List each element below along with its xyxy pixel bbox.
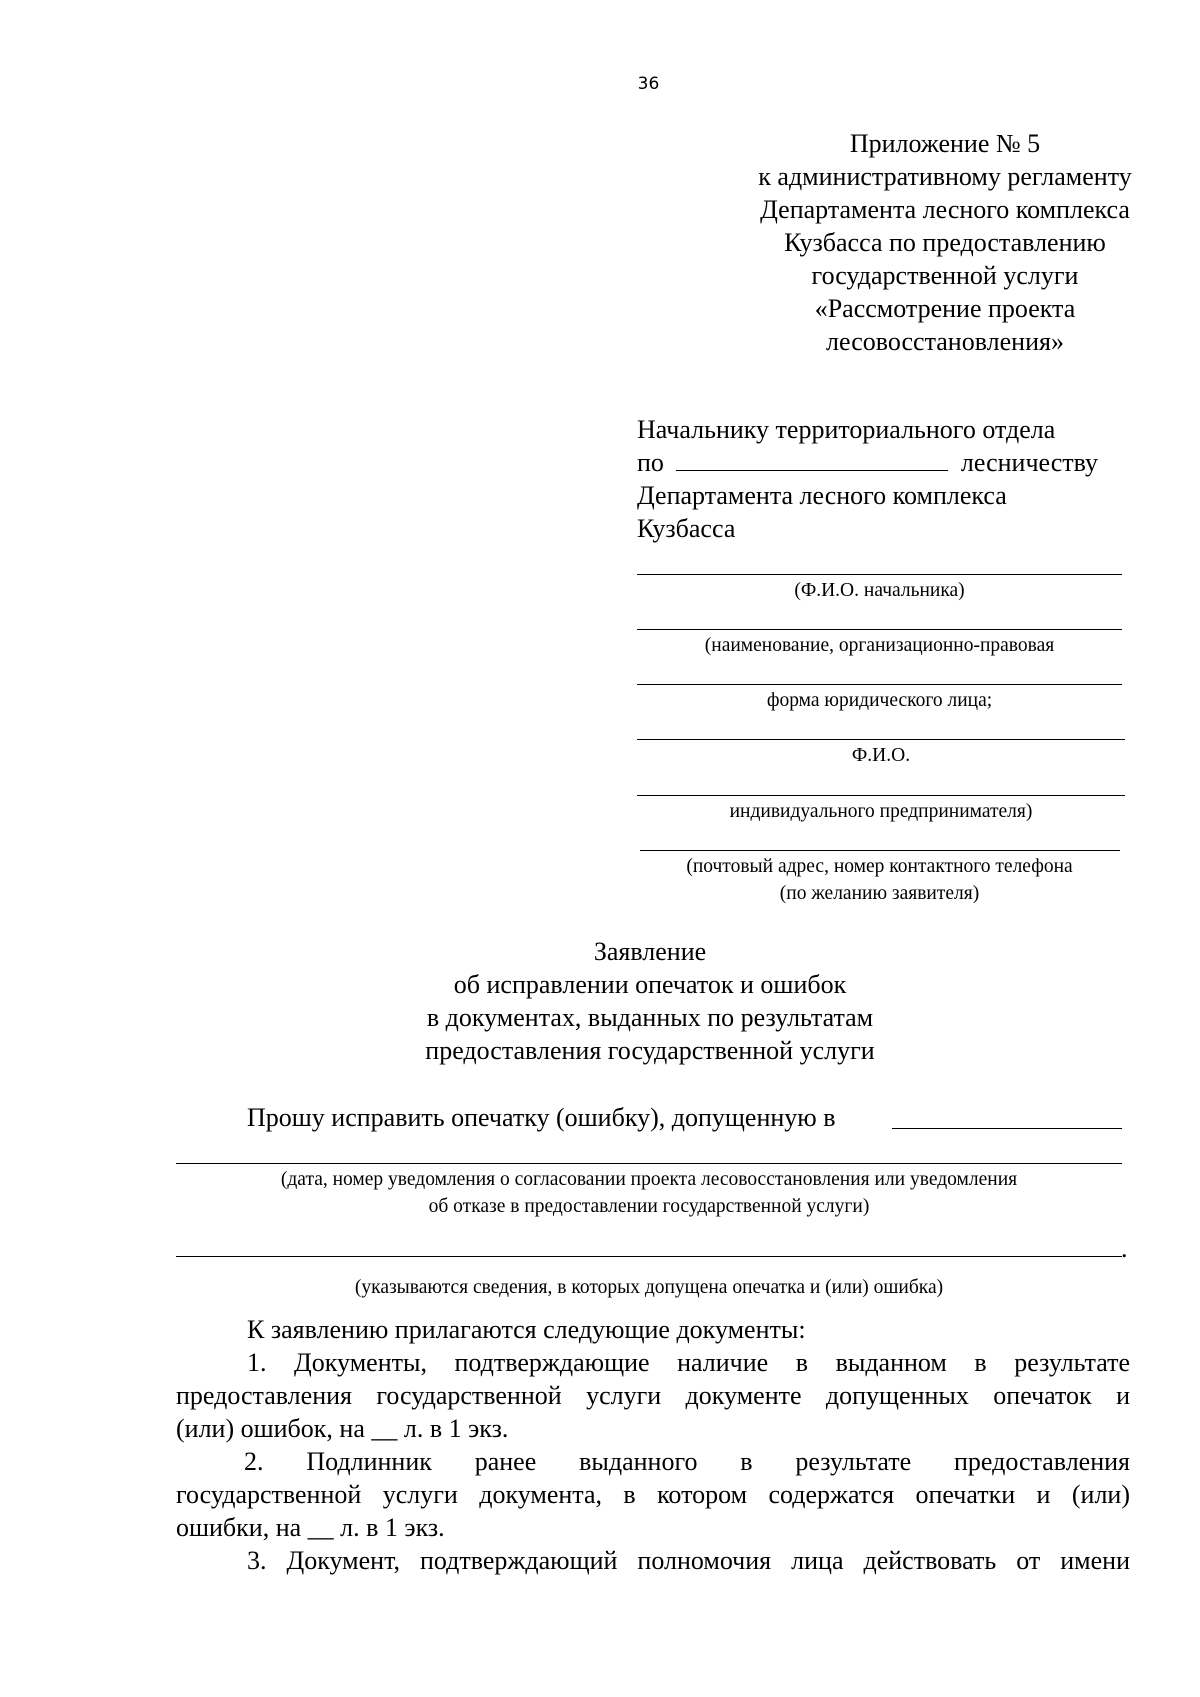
- attachment-item-2-line2: государственной услуги документа, в котором содержатся опечатки и (или): [176, 1480, 1130, 1509]
- period-mark: .: [1121, 1234, 1128, 1263]
- attachment-item-2-line3: ошибки, на __ л. в 1 экз.: [176, 1513, 445, 1542]
- addressee-line: Кузбасса: [637, 514, 736, 543]
- request-caption-line2: об отказе в предоставлении государственной услуги): [428, 1196, 870, 1217]
- request-caption-line1: (дата, номер уведомления о согласовании проекта лесовосстановления или уведомления: [280, 1169, 1018, 1190]
- document-title: [170, 935, 1130, 1067]
- attachment-item-1-line1: 1. Документы, подтверждающие наличие в выданном в результате: [247, 1348, 1130, 1377]
- appendix-header: [650, 127, 1200, 358]
- page-number: 36: [637, 74, 660, 94]
- attachment-item-2-line1: 2. Подлинник ранее выданного в результате предоставления: [244, 1447, 1130, 1476]
- addressee-line-forestry: [637, 446, 1122, 479]
- appendix-line: лесовосстановления»: [826, 327, 1064, 356]
- error-info-blank-field[interactable]: [176, 1256, 1122, 1257]
- request-text: Прошу исправить опечатку (ошибку), допущенную в: [247, 1103, 836, 1132]
- addressee-line: Департамента лесного комплекса: [637, 481, 1007, 510]
- entrepreneur-caption: индивидуального предпринимателя): [729, 801, 1033, 822]
- entrepreneur-blank-field[interactable]: [637, 795, 1125, 796]
- appendix-line: Департамента лесного комплекса: [760, 195, 1130, 224]
- attachment-item-1-line3: (или) ошибок, на __ л. в 1 экз.: [176, 1414, 509, 1443]
- appendix-line: «Рассмотрение проекта: [814, 294, 1076, 323]
- fio-caption: Ф.И.О.: [851, 745, 911, 766]
- title-line: предоставления государственной услуги: [425, 1036, 875, 1065]
- legal-form-blank-field[interactable]: [637, 684, 1122, 685]
- attachment-item-3-line1: 3. Документ, подтверждающий полномочия лица действовать от имени: [247, 1546, 1130, 1575]
- legal-form-caption: форма юридического лица;: [766, 690, 993, 711]
- optional-caption: (по желанию заявителя): [779, 883, 980, 904]
- error-info-caption: (указываются сведения, в которых допущена опечатка и (или) ошибка): [354, 1277, 944, 1298]
- attachment-item-1-line2: предоставления государственной услуги документе допущенных опечаток и: [176, 1381, 1130, 1410]
- appendix-line: к административному регламенту: [758, 162, 1132, 191]
- addressee-line: Начальнику территориального отдела: [637, 415, 1056, 444]
- fio-chief-caption: (Ф.И.О. начальника): [794, 580, 965, 601]
- addressee-prefix: по: [637, 448, 664, 477]
- appendix-line: государственной услуги: [811, 261, 1079, 290]
- title-line: об исправлении опечаток и ошибок: [453, 970, 847, 999]
- request-details-blank-field[interactable]: [176, 1163, 1122, 1164]
- forestry-blank-field[interactable]: [676, 448, 948, 471]
- fio-chief-blank-field[interactable]: [637, 574, 1122, 575]
- appendix-line: Кузбасса по предоставлению: [784, 228, 1106, 257]
- address-phone-caption: (почтовый адрес, номер контактного телефона: [686, 856, 1073, 877]
- addressee-block: [637, 413, 1122, 545]
- appendix-line: Приложение № 5: [849, 129, 1041, 158]
- org-name-caption: (наименование, организационно-правовая: [704, 635, 1055, 656]
- title-line: в документах, выданных по результатам: [426, 1003, 874, 1032]
- address-phone-blank-field[interactable]: [640, 850, 1120, 851]
- fio-blank-field[interactable]: [637, 739, 1125, 740]
- org-name-blank-field[interactable]: [637, 629, 1122, 630]
- attachments-intro: К заявлению прилагаются следующие документы:: [247, 1315, 806, 1344]
- title-line: Заявление: [593, 937, 707, 966]
- addressee-suffix: лесничеству: [960, 448, 1099, 477]
- request-document-blank-field[interactable]: [892, 1128, 1122, 1129]
